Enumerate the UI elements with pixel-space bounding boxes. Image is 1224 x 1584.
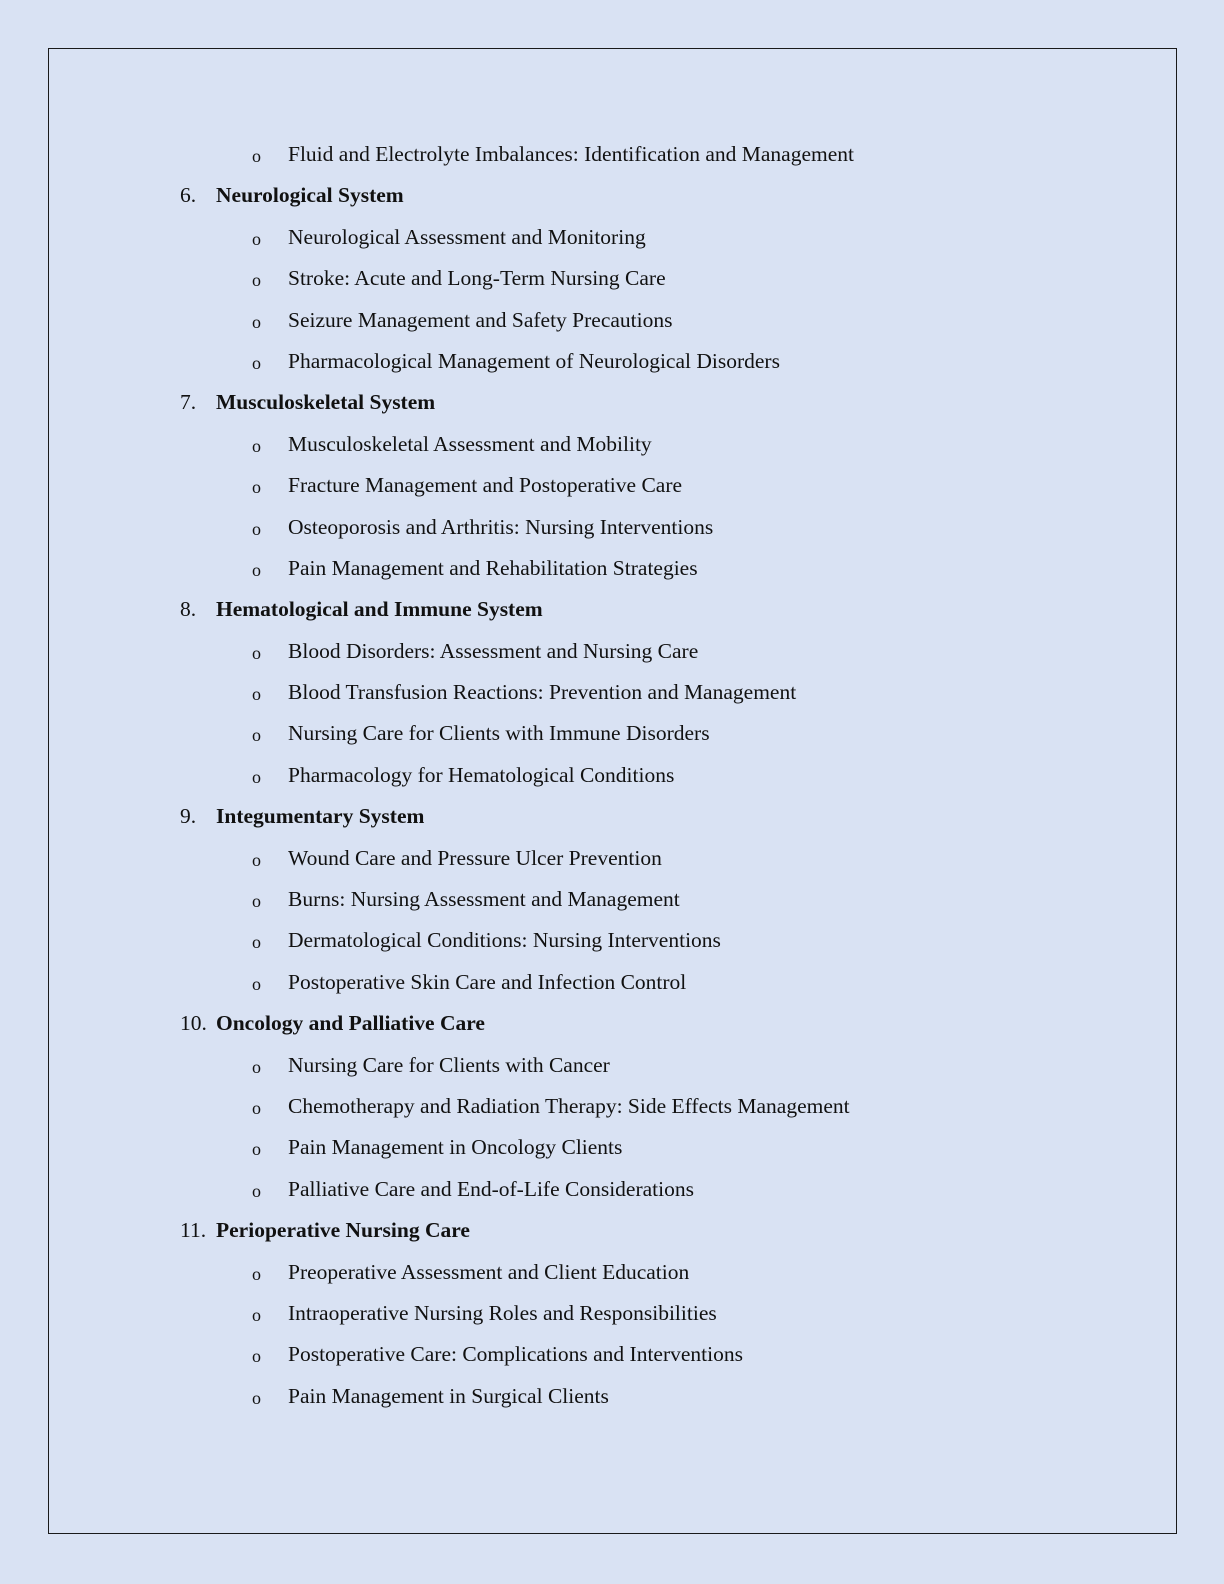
list-item-text: Seizure Management and Safety Precautions [288,307,673,332]
list-item [0,306,1224,347]
list-item [0,1092,1224,1133]
list-item [0,264,1224,305]
list-item [0,513,1224,554]
bullet-marker: o [252,1097,261,1118]
list-item-text: Burns: Nursing Assessment and Management [288,887,680,912]
list-item-text: Pain Management in Surgical Clients [288,1383,609,1408]
list-item-text: Pain Management and Rehabilitation Strategies [288,555,698,580]
list-item [0,1051,1224,1092]
list-item-text: Musculoskeletal Assessment and Mobility [288,431,652,456]
section-title: Integumentary System [216,804,425,829]
list-item [0,719,1224,760]
bullet-marker: o [252,849,261,870]
list-item-text: Intraoperative Nursing Roles and Responsibilities [288,1300,717,1325]
list-item-text: Osteoporosis and Arthritis: Nursing Interventions [288,514,714,539]
bullet-marker: o [252,725,261,746]
bullet-marker: o [252,435,261,456]
section-number: 6. [180,183,197,208]
bullet-marker: o [252,642,261,663]
section-heading [0,388,1224,429]
list-item-text: Preoperative Assessment and Client Education [288,1259,690,1284]
section-title: Musculoskeletal System [216,390,436,415]
section-heading [0,181,1224,222]
bullet-marker: o [252,1304,261,1325]
bullet-marker: o [252,932,261,953]
section-title: Oncology and Palliative Care [216,1011,485,1036]
bullet-marker: o [252,1263,261,1284]
list-item [0,844,1224,885]
list-item-text: Fracture Management and Postoperative Care [288,473,683,498]
bullet-marker: o [252,973,261,994]
list-item [0,678,1224,719]
section-title: Hematological and Immune System [216,597,543,622]
list-item [0,1382,1224,1423]
section-number: 10. [180,1011,207,1036]
bullet-marker: o [252,684,261,705]
bullet-marker: o [252,766,261,787]
list-item-text: Pharmacology for Hematological Conditions [288,762,675,787]
bullet-marker: o [252,1180,261,1201]
list-item-text: Nursing Care for Clients with Immune Disorders [288,721,710,746]
list-item [0,223,1224,264]
list-item-text: Postoperative Skin Care and Infection Control [288,969,687,994]
bullet-marker: o [252,1056,261,1077]
list-item-text: Palliative Care and End-of-Life Considerations [288,1176,694,1201]
section-heading [0,595,1224,636]
section-heading [0,1216,1224,1257]
list-item-text: Blood Disorders: Assessment and Nursing Care [288,638,699,663]
list-item [0,554,1224,595]
list-item-text: Chemotherapy and Radiation Therapy: Side Effects Management [288,1093,850,1118]
list-item [0,471,1224,512]
list-item [0,347,1224,388]
document-content [0,140,1224,1423]
list-item-text: Neurological Assessment and Monitoring [288,224,646,249]
list-item-text: Postoperative Care: Complications and Interventions [288,1342,743,1367]
list-item [0,637,1224,678]
list-item-text: Blood Transfusion Reactions: Prevention and Management [288,680,797,705]
section-number: 8. [180,597,197,622]
list-item [0,885,1224,926]
bullet-marker: o [252,518,261,539]
list-item [0,761,1224,802]
bullet-marker: o [252,477,261,498]
bullet-marker: o [252,1387,261,1408]
list-item [0,926,1224,967]
bullet-marker: o [252,270,261,291]
section-number: 7. [180,390,197,415]
bullet-marker: o [252,146,261,166]
section-heading [0,1009,1224,1050]
section-title: Neurological System [216,183,404,208]
bullet-marker: o [252,352,261,373]
list-item-text: Nursing Care for Clients with Cancer [288,1052,610,1077]
list-item [0,1340,1224,1381]
bullet-marker: o [252,311,261,332]
section-heading [0,802,1224,843]
list-item-text: Wound Care and Pressure Ulcer Prevention [288,845,662,870]
list-item-text: Dermatological Conditions: Nursing Interventions [288,928,721,953]
list-item [0,1299,1224,1340]
list-item [0,430,1224,471]
bullet-marker: o [252,891,261,912]
list-item [0,1133,1224,1174]
list-item-text: Fluid and Electrolyte Imbalances: Identification and Management [288,142,854,166]
list-item [0,140,1224,181]
list-item-text: Stroke: Acute and Long-Term Nursing Care [288,266,666,291]
list-item-text: Pain Management in Oncology Clients [288,1135,623,1160]
list-item [0,1258,1224,1299]
bullet-marker: o [252,1139,261,1160]
bullet-marker: o [252,559,261,580]
section-number: 11. [180,1218,207,1243]
section-number: 9. [180,804,197,829]
list-item [0,968,1224,1009]
bullet-marker: o [252,1346,261,1367]
list-item-text: Pharmacological Management of Neurological Disorders [288,348,780,373]
section-title: Perioperative Nursing Care [216,1218,470,1243]
bullet-marker: o [252,228,261,249]
list-item [0,1175,1224,1216]
